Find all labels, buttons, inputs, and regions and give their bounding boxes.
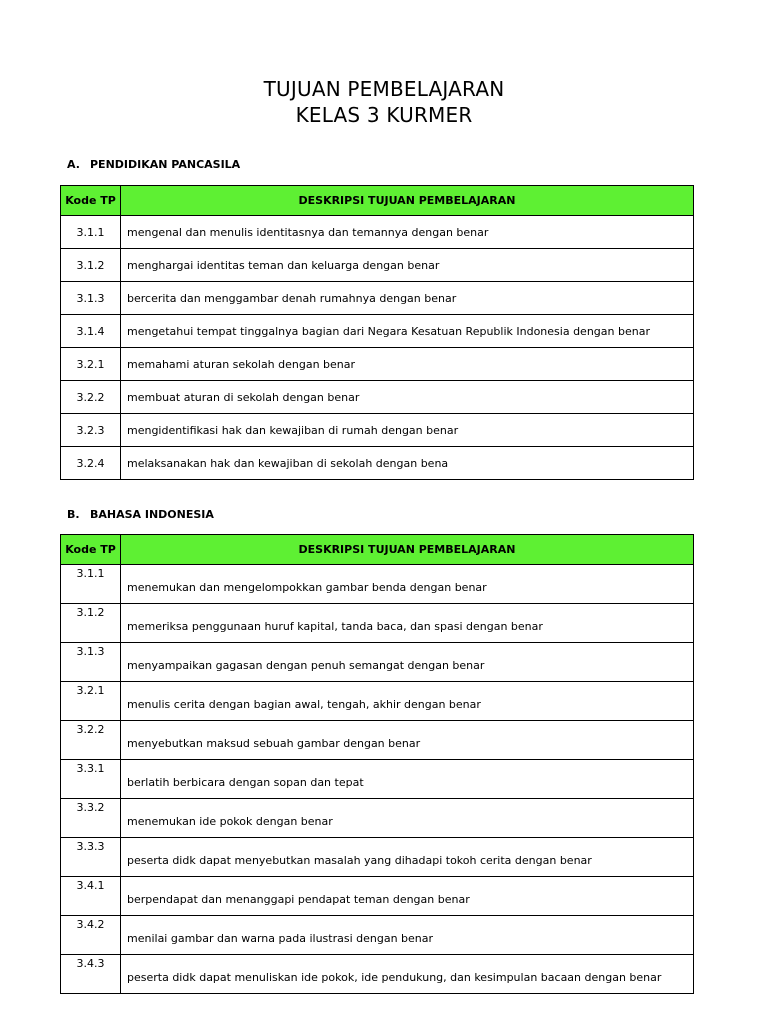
table-header-row [61,186,694,216]
deskripsi-cell: peserta didk dapat menuliskan ide pokok, ide pendukung, dan kesimpulan bacaan dengan benar [121,955,694,994]
table-row [61,348,694,381]
kode-tp-cell: 3.1.2 [61,604,121,643]
kode-tp-cell: 3.4.2 [61,916,121,955]
kode-tp-cell: 3.3.1 [61,760,121,799]
header-kode-tp: Kode TP [61,535,121,565]
table-row [61,799,694,838]
section-letter: B. [67,508,80,521]
section-name: BAHASA INDONESIA [90,508,214,521]
table-row [61,955,694,994]
deskripsi-cell: menyebutkan maksud sebuah gambar dengan benar [121,721,694,760]
deskripsi-cell: menemukan dan mengelompokkan gambar benda dengan benar [121,565,694,604]
kode-tp-cell: 3.3.3 [61,838,121,877]
kode-tp-cell: 3.1.1 [61,565,121,604]
kode-tp-cell: 3.2.3 [61,414,121,447]
table-row [61,249,694,282]
table-row [61,414,694,447]
section-heading-b [67,508,214,521]
table-header-row [61,535,694,565]
table-row [61,760,694,799]
table-row [61,381,694,414]
header-deskripsi: DESKRIPSI TUJUAN PEMBELAJARAN [121,186,694,216]
deskripsi-cell: mengenal dan menulis identitasnya dan temannya dengan benar [121,216,694,249]
deskripsi-cell: bercerita dan menggambar denah rumahnya dengan benar [121,282,694,315]
table-row [61,604,694,643]
kode-tp-cell: 3.2.2 [61,721,121,760]
table-row [61,643,694,682]
deskripsi-cell: berlatih berbicara dengan sopan dan tepat [121,760,694,799]
deskripsi-cell: peserta didk dapat menyebutkan masalah yang dihadapi tokoh cerita dengan benar [121,838,694,877]
kode-tp-cell: 3.4.3 [61,955,121,994]
kode-tp-cell: 3.1.4 [61,315,121,348]
deskripsi-cell: memahami aturan sekolah dengan benar [121,348,694,381]
kode-tp-cell: 3.4.1 [61,877,121,916]
table-row [61,447,694,480]
deskripsi-cell: menghargai identitas teman dan keluarga dengan benar [121,249,694,282]
title-line-1: TUJUAN PEMBELAJARAN [263,77,505,101]
table-row [61,682,694,721]
kode-tp-cell: 3.2.1 [61,348,121,381]
kode-tp-cell: 3.1.2 [61,249,121,282]
table-row [61,315,694,348]
deskripsi-cell: mengidentifikasi hak dan kewajiban di rumah dengan benar [121,414,694,447]
kode-tp-cell: 3.2.1 [61,682,121,721]
table-row [61,216,694,249]
kode-tp-cell: 3.2.4 [61,447,121,480]
kode-tp-cell: 3.1.3 [61,282,121,315]
deskripsi-cell: melaksanakan hak dan kewajiban di sekolah dengan bena [121,447,694,480]
table-row [61,916,694,955]
deskripsi-cell: mengetahui tempat tinggalnya bagian dari Negara Kesatuan Republik Indonesia dengan benar [121,315,694,348]
section-heading-a [67,158,240,171]
table-row [61,877,694,916]
deskripsi-cell: menyampaikan gagasan dengan penuh semangat dengan benar [121,643,694,682]
table-bahasa-indonesia [60,534,694,994]
section-letter: A. [67,158,80,171]
deskripsi-cell: memeriksa penggunaan huruf kapital, tanda baca, dan spasi dengan benar [121,604,694,643]
table-row [61,721,694,760]
table-row [61,282,694,315]
section-name: PENDIDIKAN PANCASILA [90,158,241,171]
kode-tp-cell: 3.1.1 [61,216,121,249]
deskripsi-cell: menulis cerita dengan bagian awal, tengah, akhir dengan benar [121,682,694,721]
kode-tp-cell: 3.2.2 [61,381,121,414]
deskripsi-cell: menilai gambar dan warna pada ilustrasi dengan benar [121,916,694,955]
deskripsi-cell: berpendapat dan menanggapi pendapat teman dengan benar [121,877,694,916]
table-row [61,838,694,877]
table-pendidikan-pancasila [60,185,694,480]
table-row [61,565,694,604]
kode-tp-cell: 3.3.2 [61,799,121,838]
header-kode-tp: Kode TP [61,186,121,216]
deskripsi-cell: membuat aturan di sekolah dengan benar [121,381,694,414]
kode-tp-cell: 3.1.3 [61,643,121,682]
deskripsi-cell: menemukan ide pokok dengan benar [121,799,694,838]
title-line-2: KELAS 3 KURMER [295,103,473,127]
header-deskripsi: DESKRIPSI TUJUAN PEMBELAJARAN [121,535,694,565]
